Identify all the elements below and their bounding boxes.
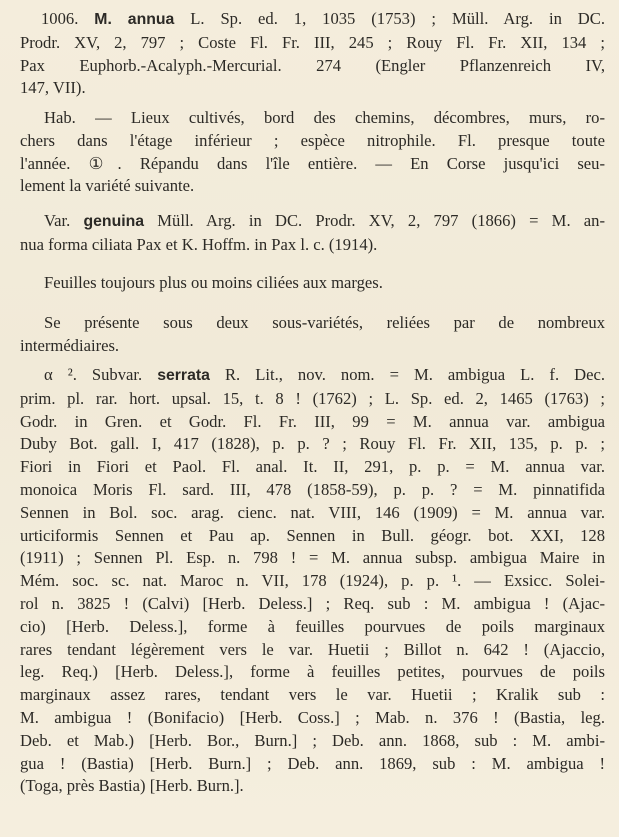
serrata-line-0-rest: R. Lit., nov. nom. = M. ambigua L. f. Dec. xyxy=(224,365,605,384)
entry-citation-1: L. Sp. ed. 1, 1035 (1753) ; Müll. Arg. in DC. xyxy=(190,9,606,28)
leaves-line: Feuilles toujours plus ou moins ciliées aux marges. xyxy=(44,273,383,292)
habitat-line-3: l'année. ①. Répandu dans l'île entière. — En Corse jusqu'ici seu- xyxy=(20,153,605,173)
serrata-line: Godr. in Gren. et Godr. Fl. Fr. III, 99 = M. annua var. ambigua xyxy=(20,411,605,431)
serrata-line: gua ! (Bastia) [Herb. Burn.] ; Deb. ann. 1869, sub : M. ambigua ! xyxy=(20,753,605,773)
serrata-name: serrata xyxy=(157,367,210,384)
serrata-line: monoica Moris Fl. sard. III, 478 (1858-59), p. p. ? = M. pinnatifida xyxy=(20,479,605,499)
serrata-line: Deb. et Mab.) [Herb. Bor., Burn.] ; Deb. ann. 1868, sub : M. ambi- xyxy=(20,730,605,750)
variety-paragraph xyxy=(0,210,619,257)
entry-number: 1006. xyxy=(41,9,79,28)
habitat-line-4: lement la variété suivante. xyxy=(20,176,195,196)
serrata-line: rol n. 3825 ! (Calvi) [Herb. Deless.] ; Req. sub : M. ambigua ! (Ajac- xyxy=(20,593,605,613)
serrata-line: cio) [Herb. Deless.], forme à feuilles pourvues de poils marginaux xyxy=(20,616,605,636)
serrata-marker: α ². xyxy=(44,365,77,384)
serrata-line: rares tendant légèrement vers le var. Huetii ; Billot n. 642 ! (Ajaccio, xyxy=(20,639,605,659)
serrata-prefix: Subvar. xyxy=(91,365,143,384)
entry-line-2: Prodr. XV, 2, 797 ; Coste Fl. Fr. III, 245 ; Rouy Fl. Fr. XII, 134 ; xyxy=(20,32,605,52)
entry-species: annua xyxy=(127,11,175,28)
leaves-note xyxy=(0,272,619,295)
serrata-line: urticiformis Sennen et Pau ap. Sennen in Bull. géogr. bot. XXI, 128 xyxy=(20,525,605,545)
habitat-line-2: chers dans l'étage inférieur ; espèce nitrophile. Fl. presque toute xyxy=(20,130,605,150)
serrata-line: Mém. soc. sc. nat. Maroc n. VII, 178 (1924), p. p. ¹. — Exsicc. Solei- xyxy=(20,571,605,591)
habitat-line-1: Hab. — Lieux cultivés, bord des chemins, décombres, murs, ro- xyxy=(44,108,605,127)
subvarieties-line-1: Se présente sous deux sous-variétés, reliées par de nombreux xyxy=(44,313,605,332)
variety-line-2: nua forma ciliata Pax et K. Hoffm. in Pax l. c. (1914). xyxy=(20,234,378,254)
entry-genus: M. xyxy=(94,11,112,28)
variety-prefix: Var. xyxy=(44,211,71,230)
entry-line-1 xyxy=(0,8,605,32)
serrata-line: prim. pl. rar. hort. upsal. 15, t. 8 ! (1762) ; L. Sp. ed. 2, 1465 (1763) ; xyxy=(20,388,605,408)
variety-line-1 xyxy=(0,210,605,234)
serrata-line: M. ambigua ! (Bonifacio) [Herb. Coss.] ; Mab. n. 376 ! (Bastia, leg. xyxy=(20,707,605,727)
serrata-line: leg. Req.) [Herb. Deless.], forme à feuilles petites, pourvues de poils xyxy=(20,662,605,682)
serrata-line: (Toga, près Bastia) [Herb. Burn.]. xyxy=(20,776,244,796)
serrata-line: Fiori in Fiori et Paol. Fl. anal. It. II, 291, p. p. = M. annua var. xyxy=(20,457,605,477)
subvarieties-line-2: intermédiaires. xyxy=(20,335,120,355)
entry-line-4: 147, VII). xyxy=(20,78,86,98)
entry-line-3: Pax Euphorb.-Acalyph.-Mercurial. 274 (Engler Pflanzenreich IV, xyxy=(20,55,605,75)
species-entry xyxy=(0,8,619,100)
serrata-line: Duby Bot. gall. I, 417 (1828), p. p. ? ; Rouy Fl. Fr. XII, 135, p. p. ; xyxy=(20,434,605,454)
subvarieties-paragraph xyxy=(0,312,619,358)
serrata-paragraph xyxy=(0,364,619,798)
serrata-line-0 xyxy=(0,364,605,388)
variety-citation: Müll. Arg. in DC. Prodr. XV, 2, 797 (1866) = M. an- xyxy=(157,211,605,230)
serrata-line: Sennen in Bol. soc. arag. cienc. nat. VIII, 146 (1909) = M. annua var. xyxy=(20,502,605,522)
serrata-line: (1911) ; Sennen Pl. Esp. n. 798 ! = M. annua subsp. ambigua Maire in xyxy=(20,548,605,568)
serrata-line: marginaux assez rares, tendant vers le var. Huetii ; Kralik sub : xyxy=(20,685,605,705)
habitat-paragraph xyxy=(0,107,619,198)
variety-name: genuina xyxy=(83,213,145,230)
